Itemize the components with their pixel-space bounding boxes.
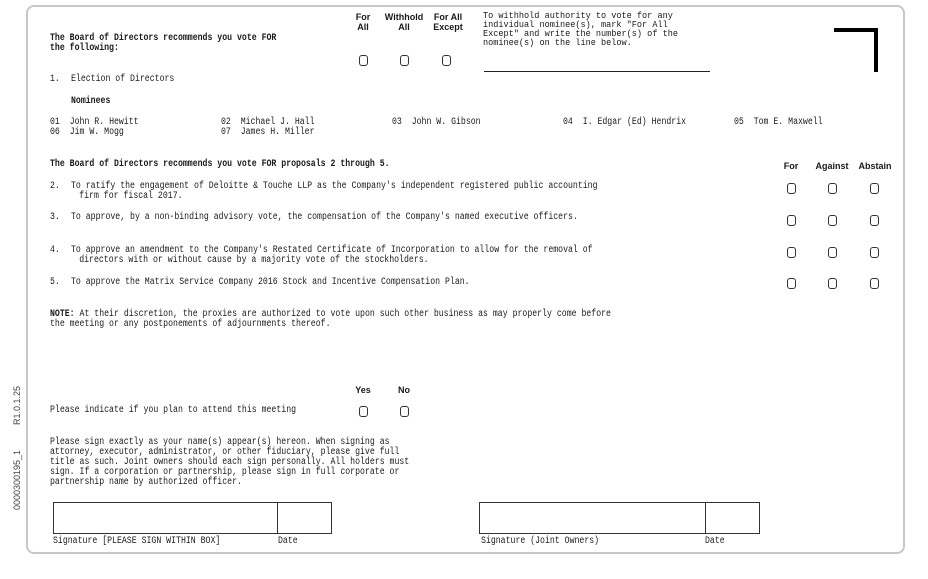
header-for-all: For All: [355, 12, 371, 32]
signature-box[interactable]: [53, 502, 278, 534]
registration-corner-mark: [834, 28, 878, 72]
document-id-code: 0000300195_1: [12, 449, 22, 510]
item-1-number: 1.: [50, 74, 60, 85]
signature-date-box[interactable]: [277, 502, 332, 534]
proposal-5-for-checkbox[interactable]: [787, 278, 796, 289]
proposal-4-text: To approve an amendment to the Company's Restated Certificate of Incorporation to allow for the removal of directors with or without cause by a majority vote of the stockholders.: [71, 245, 593, 266]
proxy-card: [26, 5, 905, 554]
header-for: For: [783, 161, 799, 171]
header-yes: Yes: [355, 385, 371, 395]
joint-date-label: Date: [705, 536, 725, 547]
proposal-2-abstain-checkbox[interactable]: [870, 183, 879, 194]
proposal-3-for-checkbox[interactable]: [787, 215, 796, 226]
signature-label: Signature [PLEASE SIGN WITHIN BOX]: [53, 536, 221, 547]
header-abstain: Abstain: [858, 161, 892, 171]
directors-intro-line2: the following:: [50, 43, 119, 54]
checkbox-for-all[interactable]: [359, 55, 368, 66]
proposal-2-against-checkbox[interactable]: [828, 183, 837, 194]
proposal-4-number: 4.: [50, 245, 60, 256]
attend-no-checkbox[interactable]: [400, 406, 409, 417]
proposal-3-text: To approve, by a non-binding advisory vote, the compensation of the Company's named executive officers.: [71, 212, 578, 223]
nominees-heading: Nominees: [71, 96, 111, 107]
proposal-5-number: 5.: [50, 277, 60, 288]
proposal-3-number: 3.: [50, 212, 60, 223]
proposal-5-abstain-checkbox[interactable]: [870, 278, 879, 289]
sign-instructions: Please sign exactly as your name(s) appear(s) hereon. When signing as attorney, executor, administrator, or other fiduciary, please give full title as such. Joint owners should each sign personally. All holders must sign. If a corporation or partnership, please sign in full corporate or partnership name by authorized officer.: [50, 437, 410, 488]
signature-date-label: Date: [278, 536, 298, 547]
proposal-4-abstain-checkbox[interactable]: [870, 247, 879, 258]
joint-signature-box[interactable]: [479, 502, 706, 534]
withhold-instructions: To withhold authority to vote for any individual nominee(s), mark "For All Except" and write the number(s) of the nominee(s) on the line below.: [483, 10, 678, 48]
directors-intro-line1: The Board of Directors recommends you vote FOR: [50, 33, 277, 44]
revision-code: R1.0.1.25: [12, 385, 22, 425]
note-text: NOTE: At their discretion, the proxies are authorized to vote upon such other business as may properly come before the meeting or any postponements of adjournments thereof.: [50, 309, 611, 330]
proposal-3-against-checkbox[interactable]: [828, 215, 837, 226]
nominee-04: 04 I. Edgar (Ed) Hendrix: [563, 117, 687, 128]
joint-date-box[interactable]: [705, 502, 760, 534]
nominee-02: 02 Michael J. Hall: [221, 117, 315, 128]
proposal-5-text: To approve the Matrix Service Company 2016 Stock and Incentive Compensation Plan.: [71, 277, 470, 288]
proposal-4-for-checkbox[interactable]: [787, 247, 796, 258]
joint-signature-label: Signature (Joint Owners): [481, 536, 600, 547]
nominee-03: 03 John W. Gibson: [392, 117, 481, 128]
proposal-2-text: To ratify the engagement of Deloitte & Touche LLP as the Company's independent registered public accounting firm for fiscal 2017.: [71, 181, 598, 202]
checkbox-withhold-all[interactable]: [400, 55, 409, 66]
proposal-5-against-checkbox[interactable]: [828, 278, 837, 289]
nominee-07: 07 James H. Miller: [221, 127, 315, 138]
header-no: No: [398, 385, 410, 395]
header-against: Against: [815, 161, 849, 171]
proposals-intro: The Board of Directors recommends you vote FOR proposals 2 through 5.: [50, 159, 390, 170]
proposal-3-abstain-checkbox[interactable]: [870, 215, 879, 226]
item-1-label: Election of Directors: [71, 74, 175, 85]
attend-yes-checkbox[interactable]: [359, 406, 368, 417]
header-for-all-except: For All Except: [433, 12, 463, 32]
proposal-2-for-checkbox[interactable]: [787, 183, 796, 194]
nominee-06: 06 Jim W. Mogg: [50, 127, 124, 138]
attend-question: Please indicate if you plan to attend this meeting: [50, 405, 297, 416]
header-withhold-all: Withhold All: [384, 12, 424, 32]
nominee-exception-line[interactable]: [484, 71, 710, 72]
nominee-01: 01 John R. Hewitt: [50, 117, 139, 128]
checkbox-for-all-except[interactable]: [442, 55, 451, 66]
proposal-2-number: 2.: [50, 181, 60, 192]
nominee-05: 05 Tom E. Maxwell: [734, 117, 823, 128]
proposal-4-against-checkbox[interactable]: [828, 247, 837, 258]
